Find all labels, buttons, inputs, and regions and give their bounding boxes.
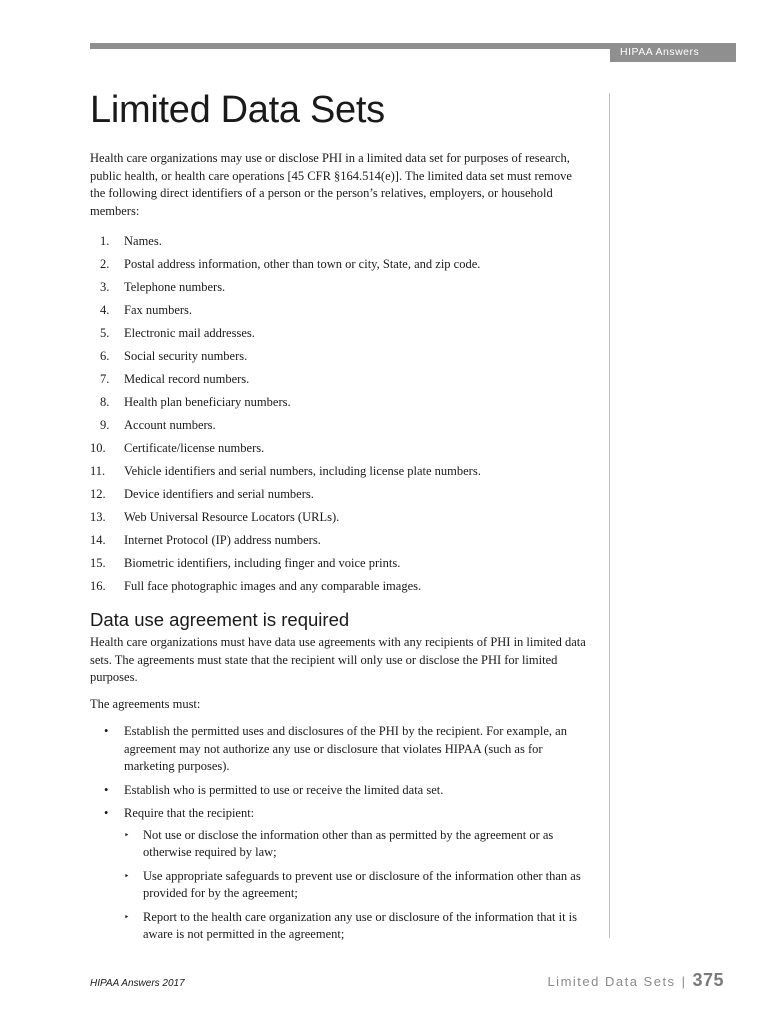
list-text: Report to the health care organization any use or disclosure of the information that it is aware is not permitted in the agreement;: [143, 909, 578, 941]
list-item: [90, 230, 590, 253]
triangle-bullet-icon: ‣: [124, 870, 130, 881]
page-number: 375: [692, 970, 724, 990]
list-text: Establish who is permitted to use or receive the limited data set.: [124, 782, 444, 797]
list-number: 13.: [90, 510, 106, 524]
identifier-list: [90, 230, 590, 598]
list-text: Social security numbers.: [124, 349, 248, 363]
list-text: Establish the permitted uses and disclosures of the PHI by the recipient. For example, an agreement may not authorize any use or disclosure that violates HIPAA (such as for marketing purposes).: [124, 724, 567, 773]
page-content: [90, 86, 590, 950]
list-text: Names.: [124, 234, 162, 248]
requirements-list: [90, 723, 590, 944]
footer-book-title: HIPAA Answers 2017: [90, 978, 185, 989]
list-item: [90, 782, 590, 800]
list-number: 14.: [90, 533, 106, 547]
list-number: 5.: [100, 326, 110, 340]
bullet-icon: •: [104, 724, 109, 738]
section-paragraph: Health care organizations must have data use agreements with any recipients of PHI in limited data sets. The agreements must state that the recipient will only use or disclose the PHI for limited purposes.: [90, 635, 586, 684]
list-item: [90, 391, 590, 414]
list-number: 4.: [100, 303, 110, 317]
list-item: [90, 723, 590, 776]
section-heading: Data use agreement is required: [90, 609, 350, 630]
list-item: [90, 460, 590, 483]
list-text: Vehicle identifiers and serial numbers, including license plate numbers.: [124, 464, 481, 478]
intro-paragraph: Health care organizations may use or disclose PHI in a limited data set for purposes of research, public health, or health care operations [45 CFR §164.514(e)]. The limited data set must remove the following direct identifiers of a person or the person’s relatives, employers, or household members:: [90, 151, 572, 218]
list-number: 10.: [90, 441, 106, 455]
list-item: [90, 253, 590, 276]
list-text: Account numbers.: [124, 418, 216, 432]
list-number: 15.: [90, 556, 106, 570]
list-item: [90, 483, 590, 506]
triangle-bullet-icon: ‣: [124, 829, 130, 840]
list-number: 2.: [100, 257, 110, 271]
list-item: [90, 827, 590, 862]
list-text: Postal address information, other than town or city, State, and zip code.: [124, 257, 481, 271]
list-text: Internet Protocol (IP) address numbers.: [124, 533, 321, 547]
list-item: [90, 575, 590, 598]
list-text: Fax numbers.: [124, 303, 193, 317]
list-number: 9.: [100, 418, 110, 432]
bullet-icon: •: [104, 806, 109, 820]
list-item: [90, 552, 590, 575]
list-item: [90, 414, 590, 437]
list-number: 8.: [100, 395, 110, 409]
list-text: Electronic mail addresses.: [124, 326, 255, 340]
list-number: 1.: [100, 234, 110, 248]
footer-separator: |: [681, 974, 687, 989]
list-number: 7.: [100, 372, 110, 386]
triangle-bullet-icon: ‣: [124, 911, 130, 922]
list-text: Device identifiers and serial numbers.: [124, 487, 314, 501]
footer-section-name: Limited Data Sets: [547, 974, 676, 989]
recipient-obligations-list: [90, 827, 590, 944]
list-item: [90, 299, 590, 322]
list-text: Full face photographic images and any comparable images.: [124, 579, 422, 593]
list-text: Not use or disclose the information other than as permitted by the agreement or as otherwise required by law;: [143, 827, 554, 859]
agreements-lead: The agreements must:: [90, 696, 201, 711]
list-text: Health plan beneficiary numbers.: [124, 395, 291, 409]
list-text: Medical record numbers.: [124, 372, 250, 386]
list-number: 12.: [90, 487, 106, 501]
list-number: 6.: [100, 349, 110, 363]
header-rule: [90, 43, 610, 49]
list-text: Certificate/license numbers.: [124, 441, 265, 455]
list-item: [90, 276, 590, 299]
list-item: [90, 909, 590, 944]
list-item: [90, 322, 590, 345]
running-head: HIPAA Answers: [610, 43, 736, 62]
list-item: [90, 345, 590, 368]
list-text: Use appropriate safeguards to prevent use or disclosure of the information other than as provided for by the agreement;: [143, 868, 581, 900]
list-text: Telephone numbers.: [124, 280, 226, 294]
list-item: [90, 437, 590, 460]
list-item: [90, 506, 590, 529]
list-text: Biometric identifiers, including finger and voice prints.: [124, 556, 401, 570]
page-title: Limited Data Sets: [90, 89, 385, 131]
list-text: Web Universal Resource Locators (URLs).: [124, 510, 340, 524]
list-item: [90, 868, 590, 903]
footer-page-info: [547, 970, 724, 991]
margin-rule: [609, 93, 610, 938]
list-number: 3.: [100, 280, 110, 294]
list-number: 16.: [90, 579, 106, 593]
bullet-icon: •: [104, 782, 109, 797]
list-item: [90, 529, 590, 552]
list-number: 11.: [90, 464, 106, 478]
list-text: Require that the recipient:: [124, 806, 255, 820]
list-item: [90, 368, 590, 391]
list-item: [90, 805, 590, 944]
